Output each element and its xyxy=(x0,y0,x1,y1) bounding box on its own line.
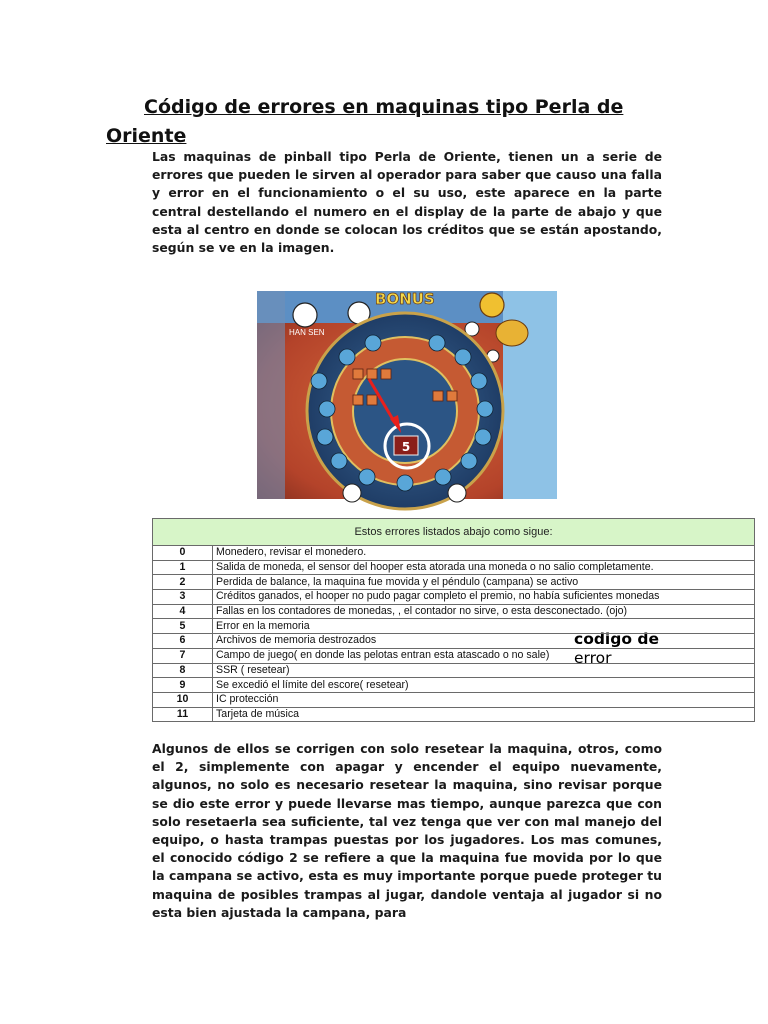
error-code: 7 xyxy=(153,648,213,663)
table-row xyxy=(153,619,755,634)
error-description: Monedero, revisar el monedero. xyxy=(213,546,755,561)
table-row xyxy=(153,678,755,693)
display-digit: 5 xyxy=(401,440,411,454)
table-row xyxy=(153,663,755,678)
error-description: Salida de moneda, el sensor del hooper esta atorada una moneda o no salio completamente. xyxy=(213,560,755,575)
error-codes-table xyxy=(152,518,755,722)
error-description: IC protección xyxy=(213,692,755,707)
intro-paragraph: Las maquinas de pinball tipo Perla de Oriente, tienen un a serie de errores que pueden le sirven al operador para saber que causo una falla y error en el funcionamiento o el su uso, este aparece en la parte central destellando el numero en el display de la parte de abajo y que esta al centro en donde se colocan los créditos que se están apostando, según se ve en la imagen. xyxy=(152,149,662,256)
error-description: Créditos ganados, el hooper no pudo pagar completo el premio, no había suficientes monedas xyxy=(213,590,755,605)
error-description: Archivos de memoria destrozados xyxy=(213,634,755,649)
error-description: Fallas en los contadores de monedas, , el contador no sirve, o esta desconectado. (ojo) xyxy=(213,604,755,619)
table-row xyxy=(153,692,755,707)
error-code: 2 xyxy=(153,575,213,590)
machine-photo-illustration xyxy=(257,291,557,499)
error-description: Se excedió el límite del escore( resetear) xyxy=(213,678,755,693)
table-row xyxy=(153,634,755,649)
table-row xyxy=(153,604,755,619)
table-row xyxy=(153,590,755,605)
error-description: Campo de juego( en donde las pelotas entran esta atascado o no sale) xyxy=(213,648,755,663)
error-code: 11 xyxy=(153,707,213,722)
error-table-body xyxy=(153,546,755,722)
error-description: Perdida de balance, la maquina fue movida y el péndulo (campana) se activo xyxy=(213,575,755,590)
error-description: Tarjeta de música xyxy=(213,707,755,722)
error-code: 1 xyxy=(153,560,213,575)
error-code: 4 xyxy=(153,604,213,619)
document-title xyxy=(106,93,666,151)
title-line-1: Código de errores en maquinas tipo Perla de xyxy=(144,96,624,118)
error-code: 9 xyxy=(153,678,213,693)
error-code: 0 xyxy=(153,546,213,561)
error-code: 3 xyxy=(153,590,213,605)
title-line-2: Oriente xyxy=(106,125,187,147)
table-row xyxy=(153,707,755,722)
body-paragraph: Algunos de ellos se corrigen con solo resetear la maquina, otros, como el 2, simplemente con apagar y encender el equipo nuevamente, algunos, no solo es necesario resetear la maquina, sino revisar porque se dio este error y puede llevarse mas tiempo, aunque parezca que con solo resetaerla sea suficiente, tal vez tenga que ver con mal manejo del equipo, o hasta trampas puestas por los jugadores. Los mas comunes, el conocido código 2 se refiere a que la maquina fue movida por lo que la campana se activo, esta es muy importante porque puede proteger tu maquina de posibles trampas al jugar, dandole ventaja al jugador si no esta bien ajustada la campana, para xyxy=(152,741,662,920)
error-description: Error en la memoria xyxy=(213,619,755,634)
table-row xyxy=(153,575,755,590)
callout-line-2: error xyxy=(574,649,612,667)
table-row xyxy=(153,560,755,575)
error-code: 6 xyxy=(153,634,213,649)
error-code: 8 xyxy=(153,663,213,678)
table-row xyxy=(153,648,755,663)
bonus-text: BONUS xyxy=(375,290,435,308)
error-table-header: Estos errores listados abajo como sigue: xyxy=(153,519,755,546)
error-code: 10 xyxy=(153,692,213,707)
callout-line-1: codigo de xyxy=(574,630,659,648)
brand-text: HAN SEN xyxy=(289,328,325,337)
error-code: 5 xyxy=(153,619,213,634)
error-description: SSR ( resetear) xyxy=(213,663,755,678)
table-row xyxy=(153,546,755,561)
